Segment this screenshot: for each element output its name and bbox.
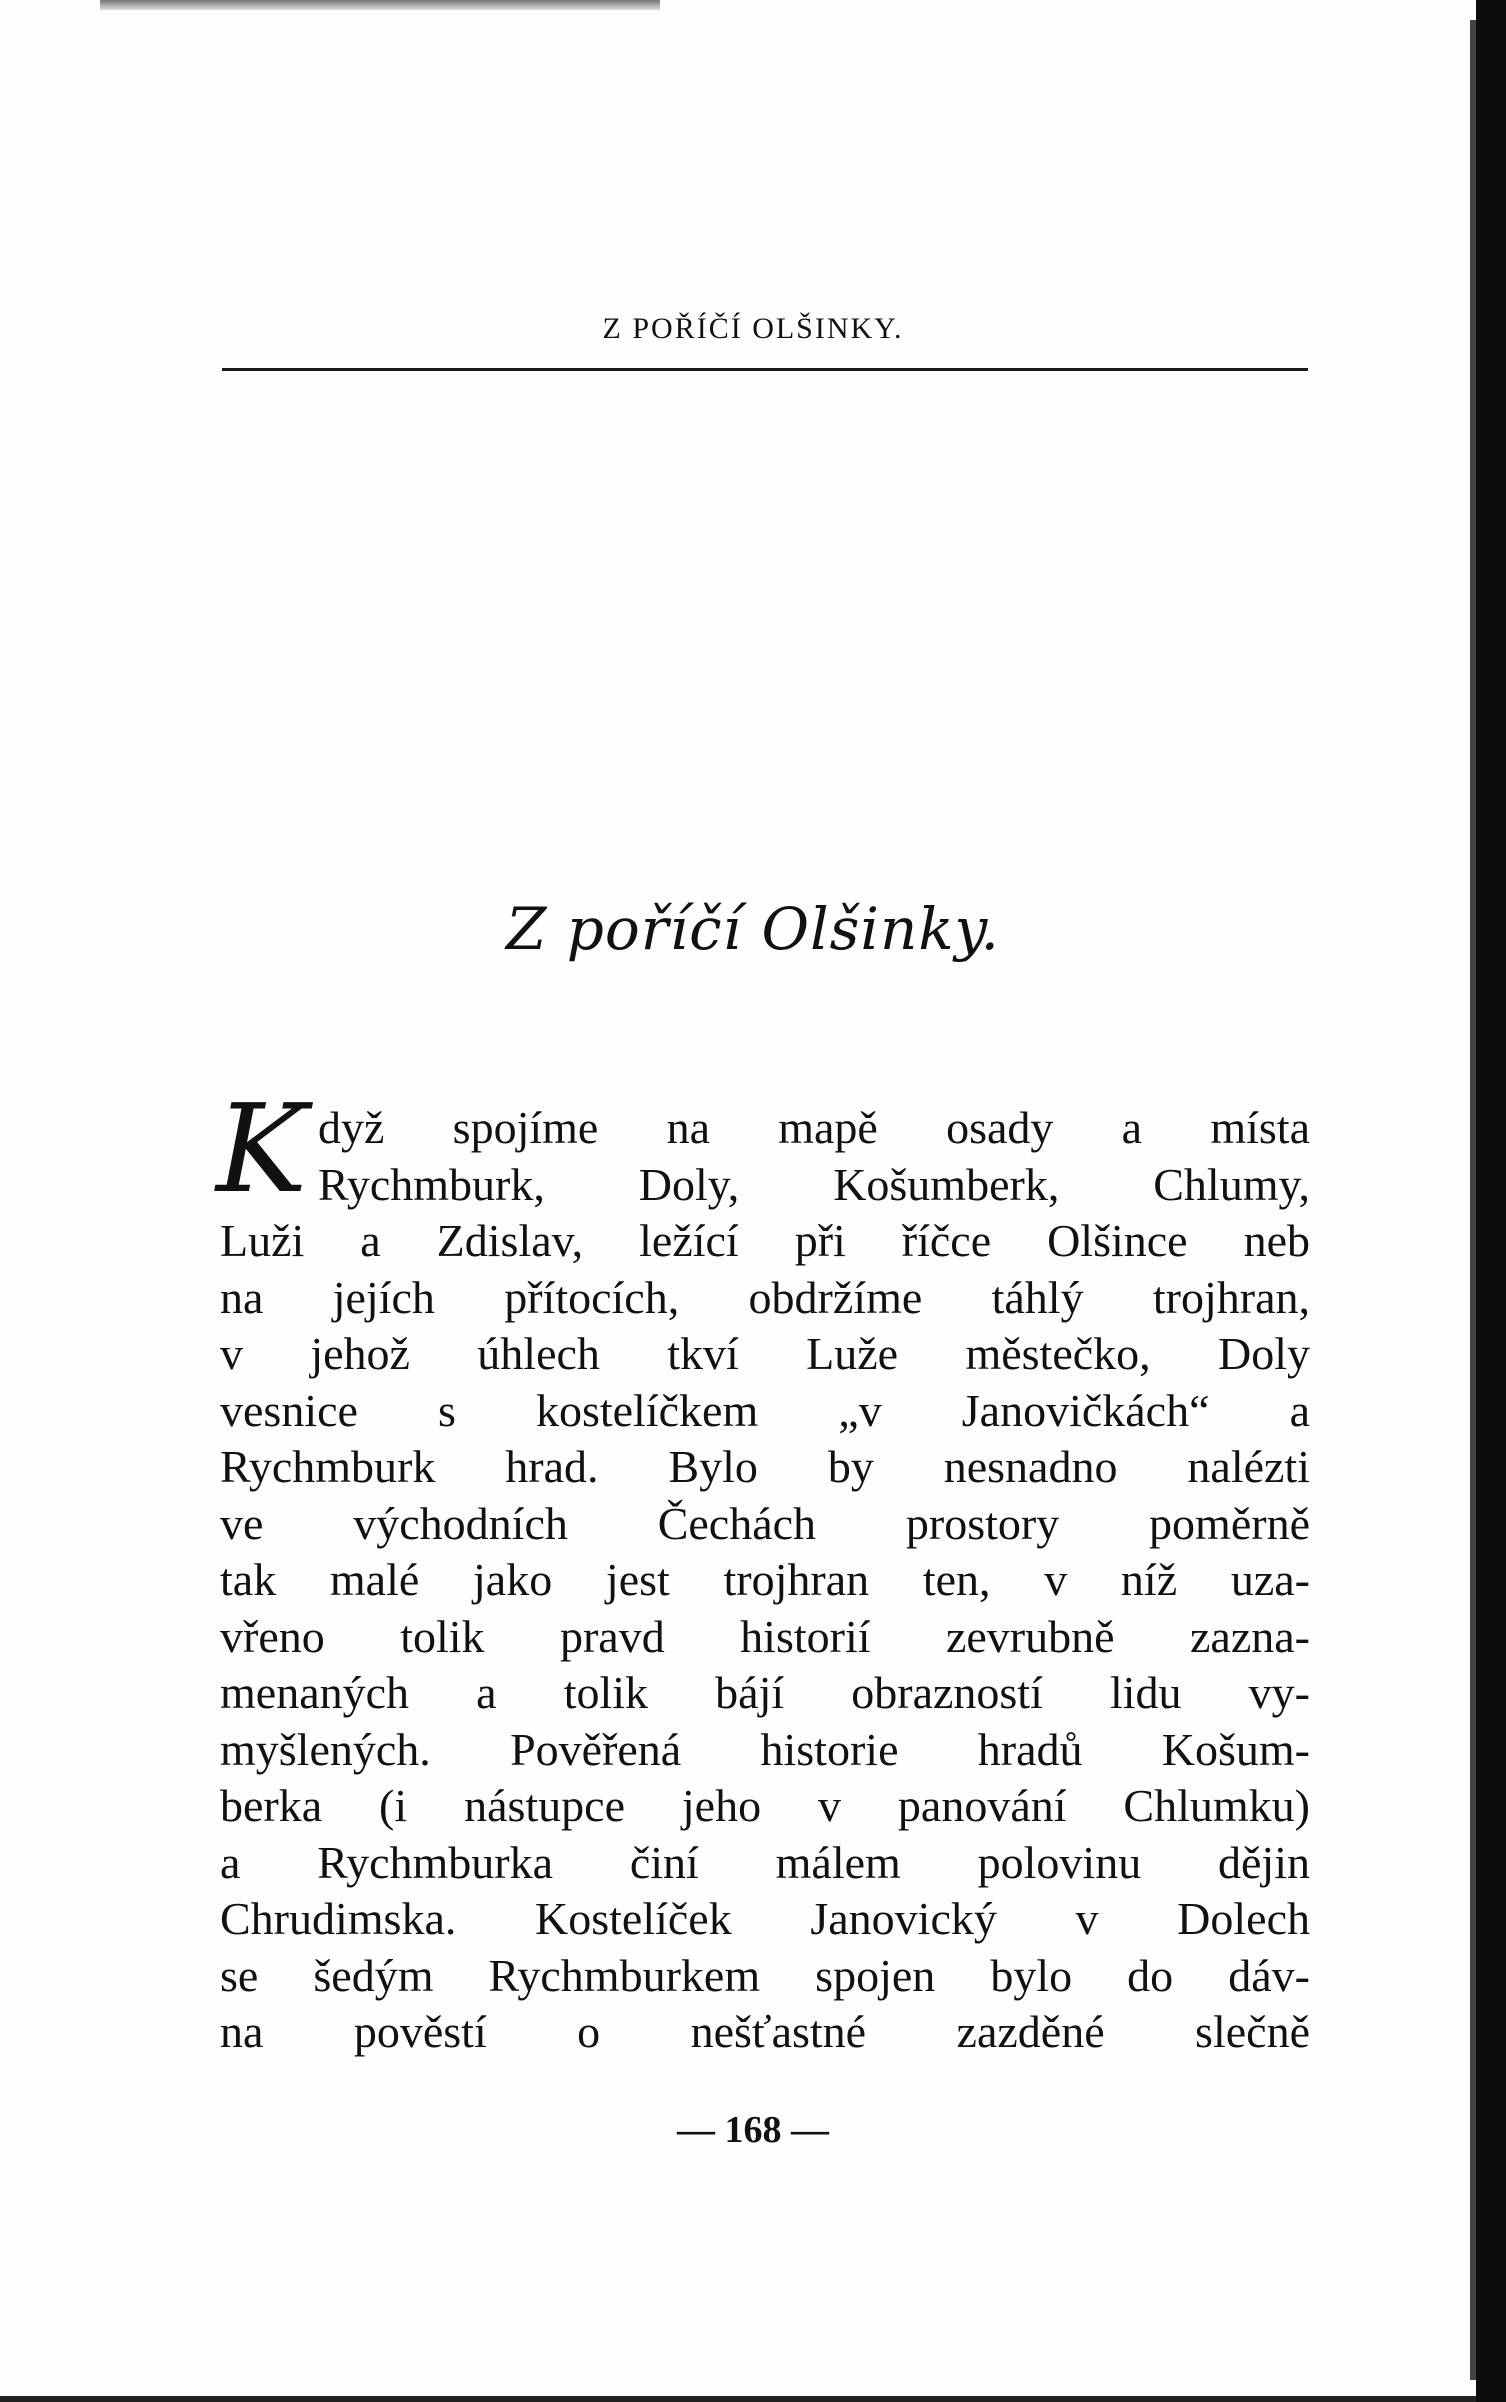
text-line: menaných a tolik bájí obrazností lidu vy- — [220, 1667, 1310, 1718]
text-line: na jejích přítocích, obdržíme táhlý trojhran, — [220, 1271, 1310, 1323]
text-line: ve východních Čechách prostory poměrně — [220, 1497, 1310, 1549]
text-line: Luži a Zdislav, ležící při říčce Olšince neb — [220, 1215, 1310, 1266]
running-head: Z POŘÍČÍ OLŠINKY. — [602, 312, 904, 345]
text-line: Rychmburk, Doly, Košumberk, Chlumy, — [318, 1158, 1310, 1210]
text-line: myšlených. Pověřená historie hradů Košum- — [220, 1723, 1310, 1775]
scan-edge-bottom — [0, 2396, 1476, 2402]
text-line: na pověstí o nešťastné zazděné slečně — [220, 2006, 1310, 2057]
text-line: v jehož úhlech tkví Luže městečko, Doly — [220, 1328, 1310, 1379]
text-line: vřeno tolik pravd historií zevrubně zazna- — [220, 1610, 1310, 1662]
text-line: vesnice s kostelíčkem „v Janovičkách“ a — [220, 1384, 1310, 1436]
text-line: se šedým Rychmburkem spojen bylo do dáv- — [220, 1949, 1310, 2001]
text-line: dyž spojíme na mapě osady a místa — [318, 1102, 1310, 1153]
scan-edge-top — [100, 0, 660, 10]
text-line: tak malé jako jest trojhran ten, v níž uza- — [220, 1554, 1310, 1605]
scan-edge-right — [1476, 0, 1506, 2402]
page-number: — 168 — — [677, 2109, 829, 2151]
chapter-title: Z poříčí Olšinky. — [506, 895, 1000, 963]
text-line: a Rychmburka činí málem polovinu dějin — [220, 1836, 1310, 1888]
drop-cap: K — [216, 1078, 308, 1220]
text-line: Rychmburk hrad. Bylo by nesnadno nalézti — [220, 1441, 1310, 1492]
text-line: berka (i nástupce jeho v panování Chlumku) — [220, 1780, 1310, 1831]
text-line: Chrudimska. Kostelíček Janovický v Dolech — [220, 1893, 1310, 1944]
body-paragraph — [220, 1100, 1310, 2061]
header-rule — [222, 368, 1308, 371]
